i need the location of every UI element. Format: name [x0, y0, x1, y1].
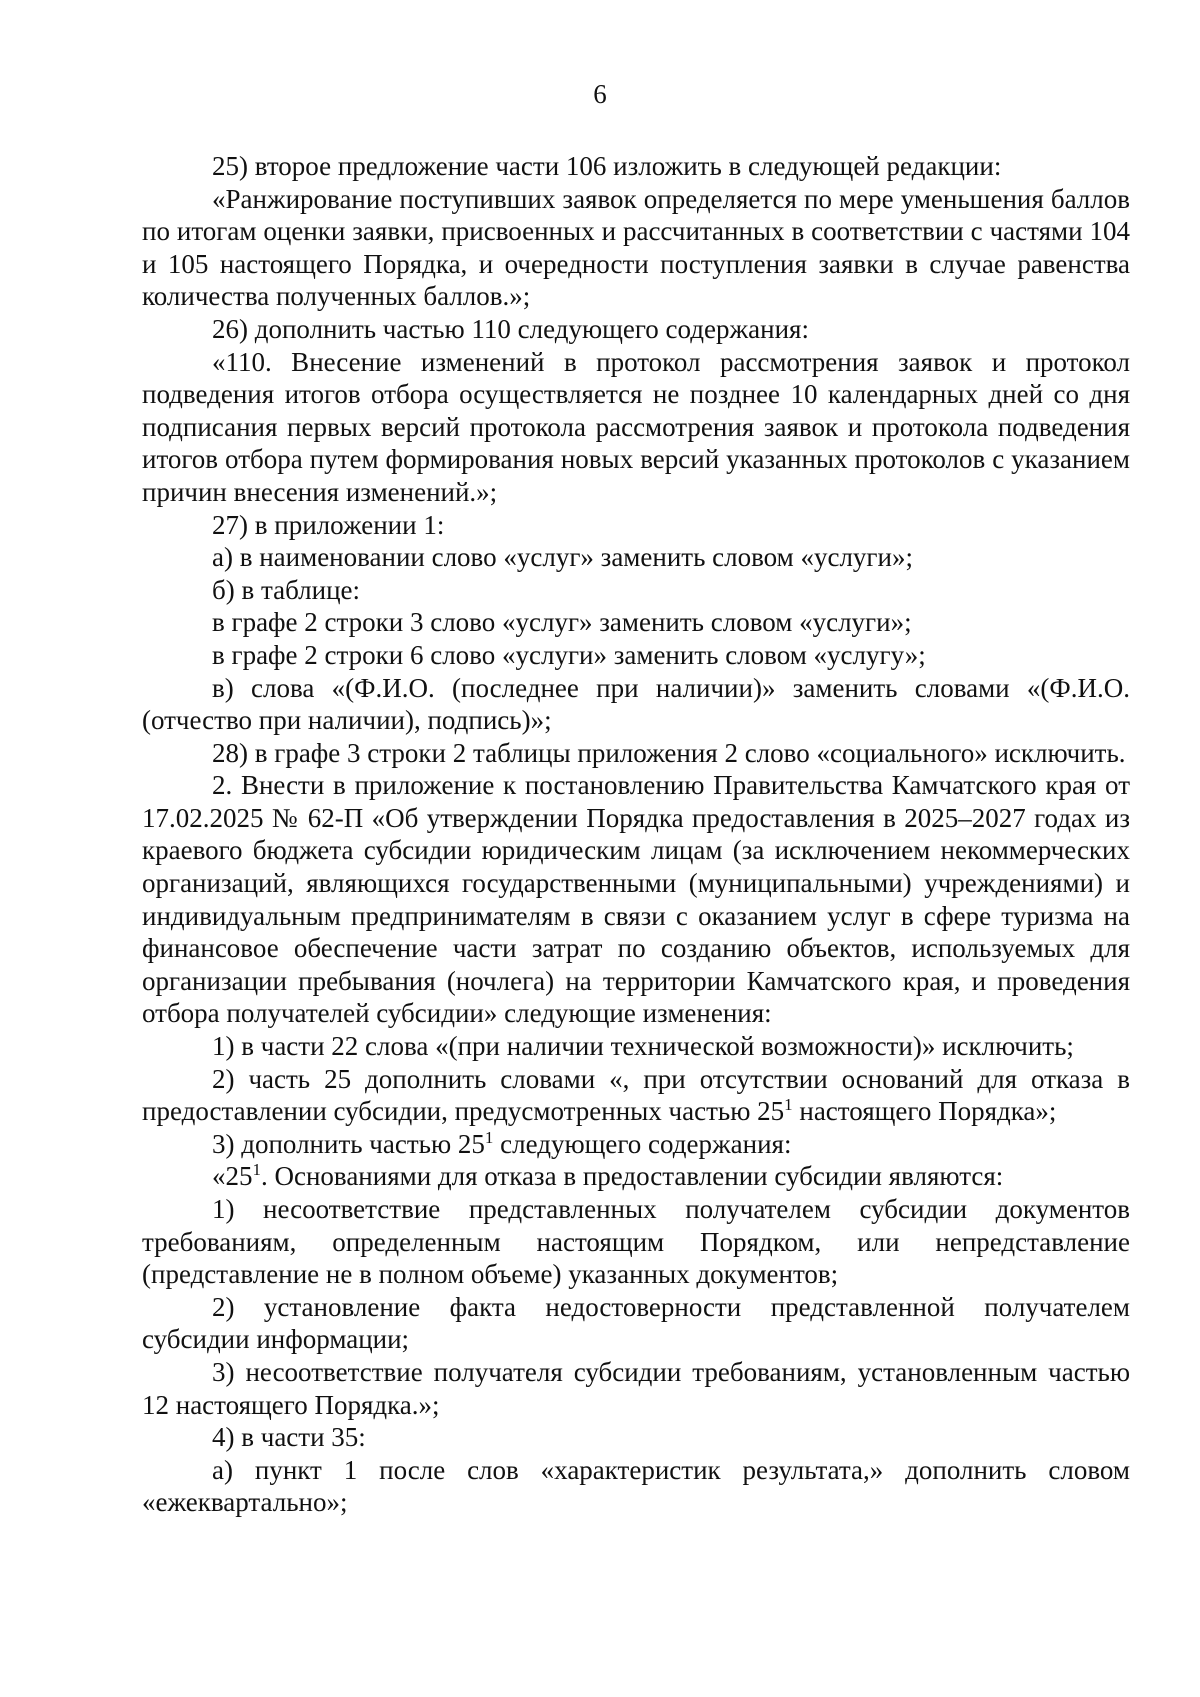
paragraph-ground-2: 2) установление факта недостоверности представленной получателем субсидии информации; — [142, 1291, 1130, 1355]
paragraph-ground-3: 3) несоответствие получателя субсидии требованиям, установленным частью 12 настоящего Порядка.»; — [142, 1356, 1130, 1420]
paragraph-ground-1: 1) несоответствие представленных получателем субсидии документов требованиям, определенным настоящим Порядком, или непредставление (представление не в полном объеме) указанных документов; — [142, 1194, 1130, 1290]
paragraph-table-row-3: в графе 2 строки 3 слово «услуг» заменить словом «услуги»; — [212, 607, 912, 638]
paragraph-item-27b: б) в таблице: — [212, 574, 361, 605]
paragraph-item-28: 28) в графе 3 строки 2 таблицы приложения 2 слово «социального» исключить. — [212, 737, 1126, 768]
document-body — [142, 150, 1130, 1519]
paragraph-quote-110: «110. Внесение изменений в протокол рассмотрения заявок и протокол подведения итогов отбора осуществляется не позднее 10 календарных дней со дня подписания первых версий протокола рассмотрения заявок и протокола подведения итогов отбора путем формирования новых версий указанных протоколов с указанием причин внесения изменений.»; — [142, 346, 1130, 507]
superscript: 1 — [252, 1160, 261, 1180]
text-segment: 2) часть 25 дополнить словами «, при отсутствии оснований для отказа в предоставлении субсидии, предусмотренных частью 25 — [142, 1063, 1130, 1127]
paragraph-item-27a: а) в наименовании слово «услуг» заменить словом «услуги»; — [212, 542, 913, 573]
paragraph-item-27: 27) в приложении 1: — [212, 509, 445, 540]
page-number: 6 — [593, 79, 607, 109]
paragraph-table-row-6: в графе 2 строки 6 слово «услуги» заменить словом «услугу»; — [212, 639, 926, 670]
superscript: 1 — [484, 1127, 494, 1147]
paragraph-item-4a: а) пункт 1 после слов «характеристик результата,» дополнить словом «ежеквартально»; — [142, 1454, 1130, 1518]
paragraph-item-1: 1) в части 22 слова «(при наличии технической возможности)» исключить; — [212, 1031, 1074, 1062]
paragraph-item-2 — [142, 1063, 1130, 1128]
paragraph-quote-25-1 — [142, 1160, 1130, 1193]
text-segment: следующего содержания: — [493, 1128, 792, 1159]
text-segment: настоящего Порядка»; — [792, 1096, 1057, 1127]
text-segment: «25 — [212, 1161, 253, 1192]
text-segment: 3) дополнить частью 25 — [212, 1128, 485, 1159]
paragraph-item-26: 26) дополнить частью 110 следующего содержания: — [212, 313, 809, 344]
paragraph-item-25: 25) второе предложение части 106 изложить в следующей редакции: — [212, 151, 1002, 181]
text-segment: . Основаниями для отказа в предоставлении субсидии являются: — [261, 1161, 1004, 1192]
paragraph-item-27v: в) слова «(Ф.И.О. (последнее при наличии)» заменить словами «(Ф.И.О. (отчество при наличии), подпись)»; — [142, 672, 1130, 736]
paragraph-item-3 — [142, 1128, 1130, 1161]
paragraph-quote-106: «Ранжирование поступивших заявок определяется по мере уменьшения баллов по итогам оценки заявки, присвоенных и рассчитанных в соответствии с частями 104 и 105 настоящего Порядка, и очередности поступления заявки в случае равенства количества полученных баллов.»; — [142, 183, 1130, 312]
superscript: 1 — [784, 1095, 793, 1115]
paragraph-section-2: 2. Внести в приложение к постановлению Правительства Камчатского края от 17.02.2025 № 62-П «Об утверждении Порядка предоставления в 2025–2027 годах из краевого бюджета субсидии юридическим лицам (за исключением некоммерческих организаций, являющихся государственными (муниципальными) учреждениями) и индивидуальным предпринимателям в связи с оказанием услуг в сфере туризма на финансовое обеспечение части затрат по созданию объектов, используемых для организации пребывания (ночлега) на территории Камчатского края, и проведения отбора получателей субсидии» следующие изменения: — [142, 770, 1130, 1029]
paragraph-item-4: 4) в части 35: — [212, 1422, 366, 1453]
